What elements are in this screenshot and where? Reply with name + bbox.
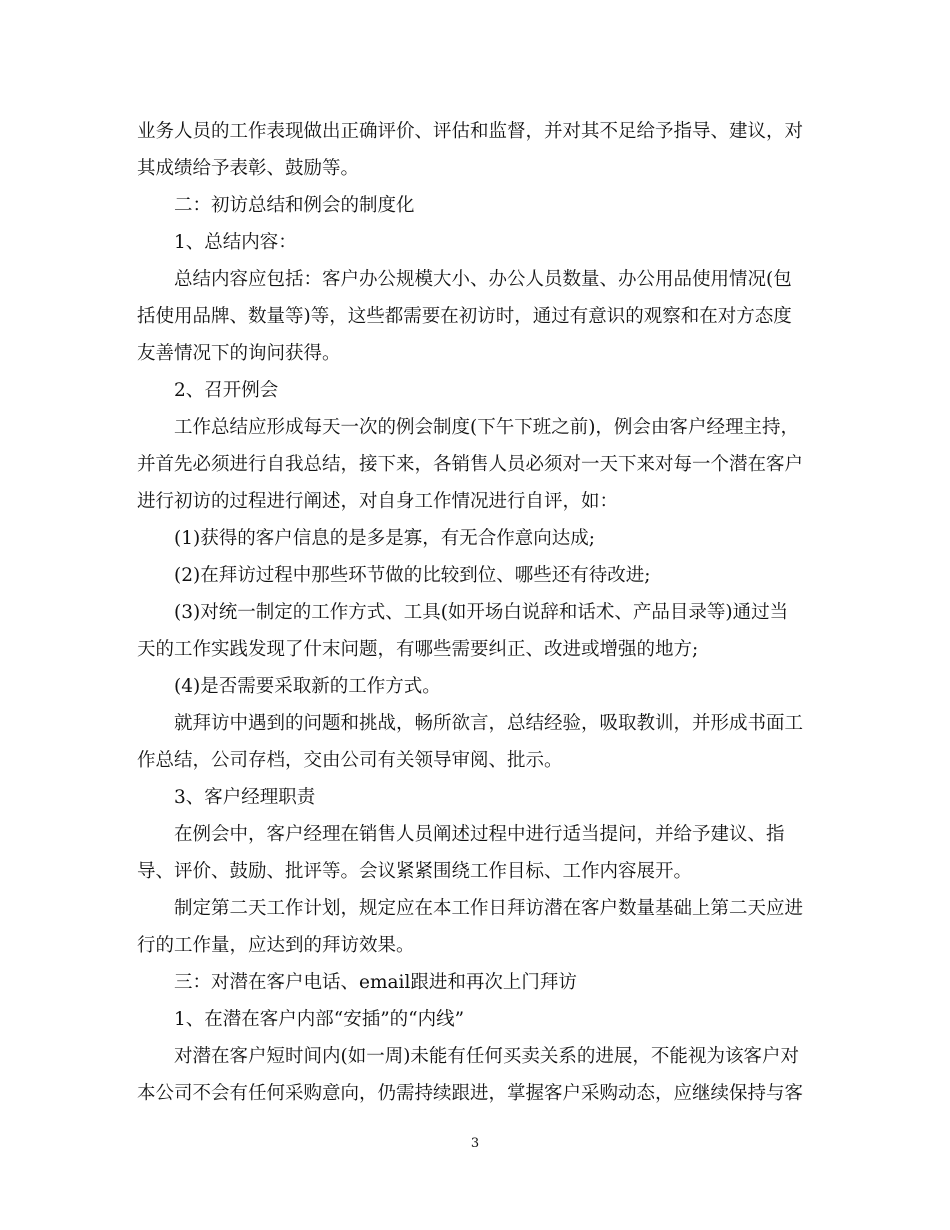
text-line: 其成绩给予表彰、鼓励等。 bbox=[137, 158, 360, 179]
text-line: 括使用品牌、数量等)等，这些都需要在初访时，通过有意识的观察和在对方态度 bbox=[137, 306, 792, 327]
document-body bbox=[137, 113, 813, 1112]
text-line: 友善情况下的询问获得。 bbox=[137, 343, 341, 364]
text-line: 并首先必须进行自我总结，接下来，各销售人员必须对一天下来对每一个潜在客户 bbox=[137, 454, 804, 475]
subsection-heading: 3、客户经理职责 bbox=[174, 787, 316, 808]
section-heading: 二：初访总结和例会的制度化 bbox=[174, 195, 415, 216]
list-item: (1)获得的客户信息的是多是寡，有无合作意向达成; bbox=[174, 528, 595, 549]
subsection-heading: 2、召开例会 bbox=[174, 380, 279, 401]
text-line: 作总结，公司存档，交由公司有关领导审阅、批示。 bbox=[137, 750, 563, 771]
page-number: 3 bbox=[470, 1136, 480, 1151]
text-line: 本公司不会有任何采购意向，仍需持续跟进，掌握客户采购动态，应继续保持与客 bbox=[137, 1083, 804, 1104]
text-line: 进行初访的过程进行阐述，对自身工作情况进行自评，如： bbox=[137, 491, 619, 512]
text-line: 业务人员的工作表现做出正确评价、评估和监督，并对其不足给予指导、建议，对 bbox=[137, 121, 804, 142]
subsection-heading: 1、总结内容： bbox=[174, 232, 297, 253]
text-line: 就拜访中遇到的问题和挑战，畅所欲言，总结经验，吸取教训，并形成书面工 bbox=[174, 713, 804, 734]
text-line: 对潜在客户短时间内(如一周)未能有任何买卖关系的进展，不能视为该客户对 bbox=[174, 1046, 799, 1067]
text-line: 工作总结应形成每天一次的例会制度(下午下班之前)，例会由客户经理主持， bbox=[174, 417, 799, 438]
subsection-heading: 1、在潜在客户内部“安插”的“内线” bbox=[174, 1009, 465, 1030]
text-line: 制定第二天工作计划，规定应在本工作日拜访潜在客户数量基础上第二天应进 bbox=[174, 898, 804, 919]
text-line: 行的工作量，应达到的拜访效果。 bbox=[137, 935, 415, 956]
list-item: (3)对统一制定的工作方式、工具(如开场白说辞和话术、产品目录等)通过当 bbox=[174, 602, 789, 623]
text-line: 总结内容应包括：客户办公规模大小、办公人员数量、办公用品使用情况(包 bbox=[174, 269, 792, 290]
section-heading: 三：对潜在客户电话、email跟进和再次上门拜访 bbox=[174, 972, 577, 993]
list-item: (4)是否需要采取新的工作方式。 bbox=[174, 676, 441, 697]
list-item: (2)在拜访过程中那些环节做的比较到位、哪些还有待改进; bbox=[174, 565, 651, 586]
text-line: 天的工作实践发现了什末问题，有哪些需要纠正、改进或增强的地方; bbox=[137, 639, 699, 660]
text-line: 在例会中，客户经理在销售人员阐述过程中进行适当提问，并给予建议、指 bbox=[174, 824, 785, 845]
text-line: 导、评价、鼓励、批评等。会议紧紧围绕工作目标、工作内容展开。 bbox=[137, 861, 693, 882]
